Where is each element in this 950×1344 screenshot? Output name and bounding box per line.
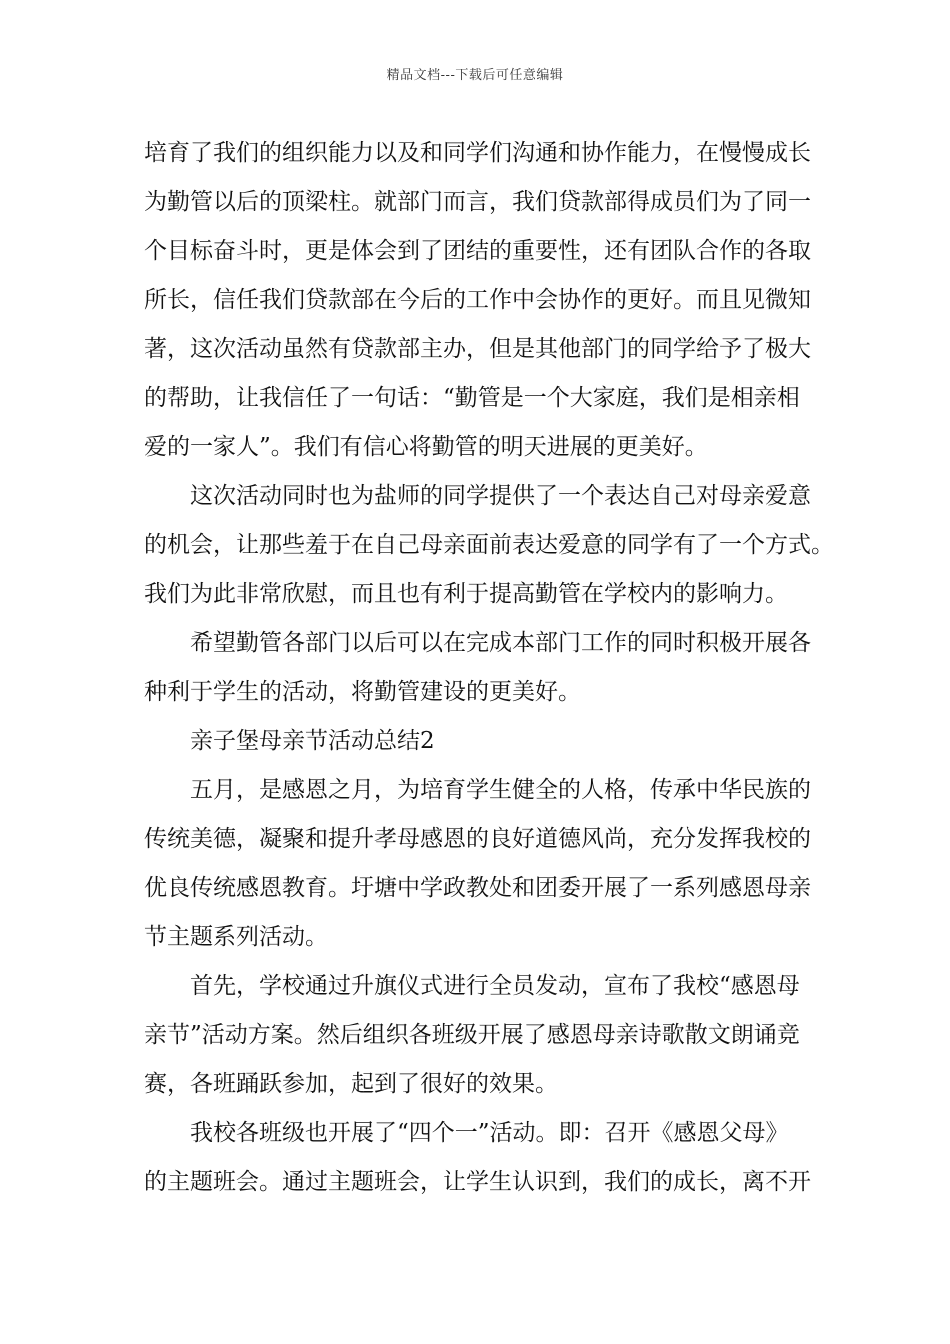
text-line: 我校各班级也开展了“四个一”活动。即：召开《感恩父母》 bbox=[190, 1120, 789, 1146]
text-line: 传统美德，凝聚和提升孝母感恩的良好道德风尚，充分发挥我校的 bbox=[144, 826, 811, 852]
text-line: 优良传统感恩教育。圩塘中学政教处和团委开展了一系列感恩母亲 bbox=[144, 875, 811, 901]
text-line: 希望勤管各部门以后可以在完成本部门工作的同时积极开展各 bbox=[190, 630, 811, 656]
text-line: 亲子堡母亲节活动总结2 bbox=[190, 728, 435, 754]
text-line: 爱的一家人”。我们有信心将勤管的明天进展的更美好。 bbox=[144, 434, 708, 460]
text-line: 赛，各班踊跃参加，起到了很好的效果。 bbox=[144, 1071, 558, 1097]
text-line: 培育了我们的组织能力以及和同学们沟通和协作能力，在慢慢成长 bbox=[144, 140, 811, 166]
text-line: 五月，是感恩之月，为培育学生健全的人格，传承中华民族的 bbox=[190, 777, 811, 803]
text-line: 我们为此非常欣慰，而且也有利于提高勤管在学校内的影响力。 bbox=[144, 581, 788, 607]
text-line: 著，这次活动虽然有贷款部主办，但是其他部门的同学给予了极大 bbox=[144, 336, 811, 362]
text-line: 的主题班会。通过主题班会，让学生认识到，我们的成长，离不开 bbox=[144, 1169, 811, 1195]
text-line: 为勤管以后的顶梁柱。就部门而言，我们贷款部得成员们为了同一 bbox=[144, 189, 811, 215]
text-line: 种利于学生的活动，将勤管建设的更美好。 bbox=[144, 679, 581, 705]
text-line: 所长，信任我们贷款部在今后的工作中会协作的更好。而且见微知 bbox=[144, 287, 811, 313]
page-header: 精品文档---下载后可任意编辑 bbox=[386, 68, 564, 83]
text-line: 个目标奋斗时，更是体会到了团结的重要性，还有团队合作的各取 bbox=[144, 238, 811, 264]
text-line: 节主题系列活动。 bbox=[144, 924, 328, 950]
text-line: 的机会，让那些羞于在自己母亲面前表达爱意的同学有了一个方式。 bbox=[144, 532, 834, 558]
text-line: 这次活动同时也为盐师的同学提供了一个表达自己对母亲爱意 bbox=[190, 483, 811, 509]
text-line: 的帮助，让我信任了一句话：“勤管是一个大家庭，我们是相亲相 bbox=[144, 385, 800, 411]
text-line: 亲节”活动方案。然后组织各班级开展了感恩母亲诗歌散文朗诵竞 bbox=[144, 1022, 800, 1048]
document-body bbox=[144, 129, 834, 1207]
text-line: 首先，学校通过升旗仪式进行全员发动，宣布了我校“感恩母 bbox=[190, 973, 800, 999]
